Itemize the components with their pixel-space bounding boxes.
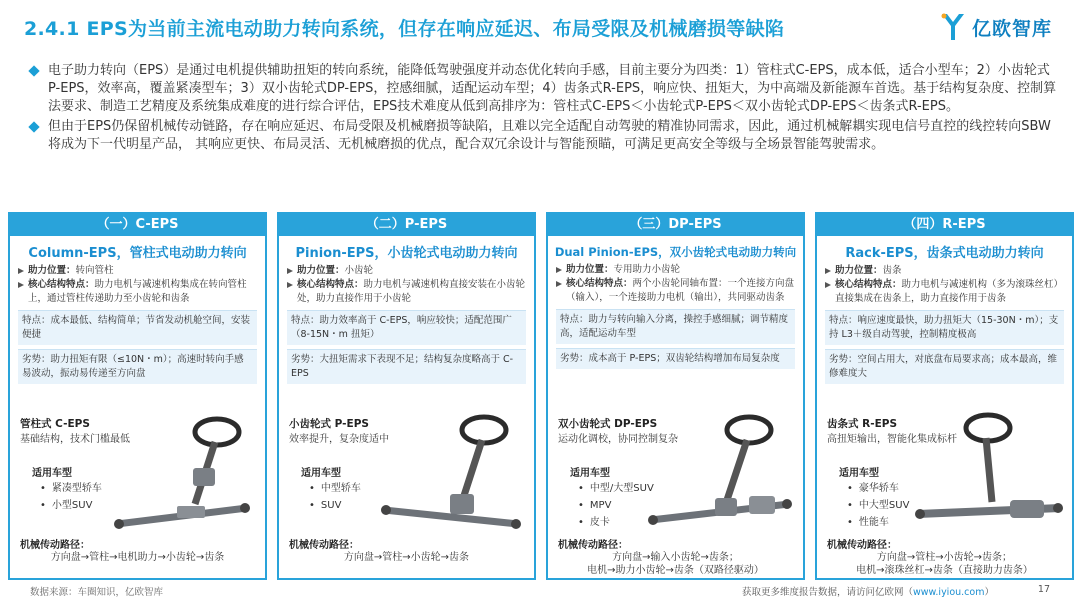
core-item: [825, 278, 1064, 306]
car-list: [309, 480, 361, 514]
core-label: 核心结构特点：: [835, 279, 902, 290]
core-label: 核心结构特点：: [566, 278, 633, 289]
card-subtitle: Rack-EPS，齿条式电动助力转向: [845, 246, 1044, 261]
steering-system-image: [376, 412, 526, 538]
card-dp-eps: [546, 212, 805, 580]
card-lower: [817, 410, 1072, 580]
data-source: 数据来源：车圈知识，亿欧智库: [30, 587, 164, 598]
position-label: 助力位置：: [835, 265, 883, 276]
card-subtitle: Pinion-EPS，小齿轮式电动助力转向: [295, 246, 518, 261]
core-text: 助力电机与减速机构直接安装在小齿轮处，助力直接作用于小齿轮: [297, 279, 526, 304]
type-desc: 运动化调校，协同控制复杂: [558, 434, 678, 445]
type-desc: 效率提升，复杂度适中: [289, 434, 389, 445]
diamond-bullet-icon: [28, 121, 39, 132]
core-item: [287, 278, 526, 306]
card-structure: [287, 264, 526, 306]
list-item: • 中型/大型SUV: [578, 480, 654, 497]
card-subtitle: Dual Pinion-EPS，双小齿轮式电动助力转向: [554, 245, 797, 259]
position-item: [825, 264, 1064, 278]
position-label: 助力位置：: [297, 265, 345, 276]
list-item: • 中大型SUV: [847, 497, 909, 514]
card-header: （四）R-EPS: [817, 214, 1072, 236]
type-desc: 高扭矩输出，智能化集成标杆: [827, 434, 957, 445]
position-text: 转向管柱: [75, 265, 114, 276]
path-title: 机械传动路径：: [289, 540, 359, 551]
core-label: 核心结构特点：: [297, 279, 364, 290]
list-item: • 中型轿车: [309, 480, 361, 497]
position-text: 小齿轮: [344, 265, 374, 276]
card-structure: [18, 264, 257, 306]
car-list: [847, 480, 909, 531]
car-list: [40, 480, 102, 514]
position-item: [556, 263, 795, 277]
cars-title: 适用车型: [570, 468, 610, 479]
card-header: （三）DP-EPS: [548, 214, 803, 236]
position-text: 齿条: [882, 265, 902, 276]
website-link[interactable]: www.iyiou.com: [912, 587, 985, 598]
path-line: 方向盘→管柱→小齿轮→齿条；: [876, 552, 1013, 563]
logo-text: 亿欧智库: [971, 17, 1052, 40]
card-r-eps: [815, 212, 1074, 580]
list-item: • MPV: [578, 497, 654, 514]
card-lower: [548, 410, 803, 580]
path-text: [279, 551, 534, 564]
type-name: 小齿轮式 P-EPS: [289, 418, 369, 430]
list-item: • 皮卡: [578, 514, 654, 531]
steering-system-image: [107, 412, 257, 538]
logo-icon: [940, 12, 966, 42]
position-label: 助力位置：: [28, 265, 76, 276]
header: [0, 0, 1080, 56]
list-item: • 小型SUV: [40, 497, 102, 514]
core-text: 助力电机与减速机构（多为滚珠丝杠）直接集成在齿条上，助力直接作用于齿条: [835, 279, 1064, 304]
path-text: [548, 551, 803, 577]
list-item: • 性能车: [847, 514, 909, 531]
features-box: 特点：助力效率高于 C-EPS，响应较快；适配范围广（8-15N・m 扭矩）: [287, 310, 526, 345]
core-label: 核心结构特点：: [28, 279, 95, 290]
position-item: [18, 264, 257, 278]
card-c-eps: [8, 212, 267, 580]
logo: [940, 12, 1052, 42]
core-item: [556, 277, 795, 305]
type-name: 双小齿轮式 DP-EPS: [558, 418, 658, 430]
weakness-box: 劣势：成本高于 P-EPS；双齿轮结构增加布局复杂度: [556, 348, 795, 369]
eps-cards: [8, 212, 1074, 580]
footer-suffix: ）: [984, 587, 994, 598]
page-number: 17: [1037, 584, 1050, 595]
footer-prefix: 获取更多维度报告数据，请访问亿欧网（: [741, 587, 913, 598]
intro-bullet-text: 电子助力转向（EPS）是通过电机提供辅助扭矩的转向系统，能降低驾驶强度并动态优化转向手感，目前主要分为四类：1）管柱式C-EPS，成本低，适合小型车；2）小齿轮式P-EPS，效率高，覆盖紧凑型车；3）双小齿轮式DP-EPS，控感细腻，适配运动车型；4）齿条式R-EPS，响应快、扭矩大，为中高端及新能源车首选。基于结构复杂度、控制算法要求、制造工艺精度及系统集成难度的进行综合评估，EPS技术难度从低到高排序为：管柱式C-EPS＜小齿轮式P-EPS＜双小齿轮式DP-EPS＜齿条式R-EPS。: [48, 63, 1057, 114]
intro-text: [30, 62, 1060, 156]
steering-system-image: [645, 412, 795, 538]
intro-bullet: [30, 118, 1060, 154]
card-subtitle: Column-EPS，管柱式电动助力转向: [28, 246, 247, 261]
path-title: 机械传动路径：: [827, 540, 897, 551]
cars-title: 适用车型: [32, 468, 72, 479]
path-text: [10, 551, 265, 564]
list-item: • SUV: [309, 497, 361, 514]
core-item: [18, 278, 257, 306]
steering-system-image: [914, 412, 1064, 538]
core-text: 两个小齿轮同轴布置：一个连接方向盘（输入），一个连接助力电机（输出），共同驱动齿条: [566, 278, 795, 303]
features-box: 特点：响应速度最快，助力扭矩大（15-30N・m）；支持 L3＋级自动驾驶，控制精度极高: [825, 310, 1064, 345]
features-box: 特点：助力与转向输入分离，操控手感细腻；调节精度高，适配运动车型: [556, 309, 795, 344]
weakness-box: 劣势：助力扭矩有限（≤10N・m）；高速时转向手感易波动，振动易传递至方向盘: [18, 349, 257, 384]
position-label: 助力位置：: [566, 264, 614, 275]
path-line: 电机→助力小齿轮→齿条（双路径驱动）: [587, 565, 764, 576]
features-box: 特点：成本最低、结构简单；节省发动机舱空间，安装便捷: [18, 310, 257, 345]
list-item: • 紧凑型轿车: [40, 480, 102, 497]
type-name: 管柱式 C-EPS: [20, 418, 90, 430]
path-title: 机械传动路径：: [20, 540, 90, 551]
footer-more-info: [742, 584, 994, 598]
intro-bullet: [30, 62, 1060, 116]
weakness-box: 劣势：空间占用大，对底盘布局要求高；成本最高，维修难度大: [825, 349, 1064, 384]
type-desc: 基础结构，技术门槛最低: [20, 434, 130, 445]
card-header: （一）C-EPS: [10, 214, 265, 236]
card-lower: [279, 410, 534, 580]
path-line: 电机→滚珠丝杠→齿条（直接助力齿条）: [856, 565, 1033, 576]
diamond-bullet-icon: [28, 65, 39, 76]
weakness-box: 劣势：大扭矩需求下表现不足；结构复杂度略高于 C-EPS: [287, 349, 526, 384]
position-item: [287, 264, 526, 278]
cars-title: 适用车型: [839, 468, 879, 479]
path-line: 方向盘→管柱→电机助力→小齿轮→齿条: [50, 552, 225, 563]
type-name: 齿条式 R-EPS: [827, 418, 898, 430]
card-p-eps: [277, 212, 536, 580]
cars-title: 适用车型: [301, 468, 341, 479]
path-title: 机械传动路径：: [558, 540, 628, 551]
position-text: 专用助力小齿轮: [613, 264, 681, 275]
card-header: （二）P-EPS: [279, 214, 534, 236]
path-line: 方向盘→管柱→小齿轮→齿条: [343, 552, 470, 563]
intro-bullet-text: 但由于EPS仍保留机械传动链路，存在响应延迟、布局受限及机械磨损等缺陷，且难以完全适配自动驾驶的精准协同需求，因此，通过机械解耦实现电信号直控的线控转向SBW将成为下一代明星产品， 其响应更快、布局灵活、无机械磨损的优点，配合双冗余设计与智能预瞄，可满足更高安全等级与全场景智能驾驶需求。: [48, 119, 1051, 152]
list-item: • 豪华轿车: [847, 480, 909, 497]
car-list: [578, 480, 654, 531]
core-text: 助力电机与减速机构集成在转向管柱上，通过管柱传递助力至小齿轮和齿条: [28, 279, 247, 304]
path-line: 方向盘→输入小齿轮→齿条；: [612, 552, 739, 563]
card-lower: [10, 410, 265, 580]
page-title: 2.4.1 EPS为当前主流电动助力转向系统，但存在响应延迟、布局受限及机械磨损等缺陷: [24, 18, 785, 40]
card-structure: [825, 264, 1064, 306]
card-structure: [556, 263, 795, 305]
path-text: [817, 551, 1072, 577]
